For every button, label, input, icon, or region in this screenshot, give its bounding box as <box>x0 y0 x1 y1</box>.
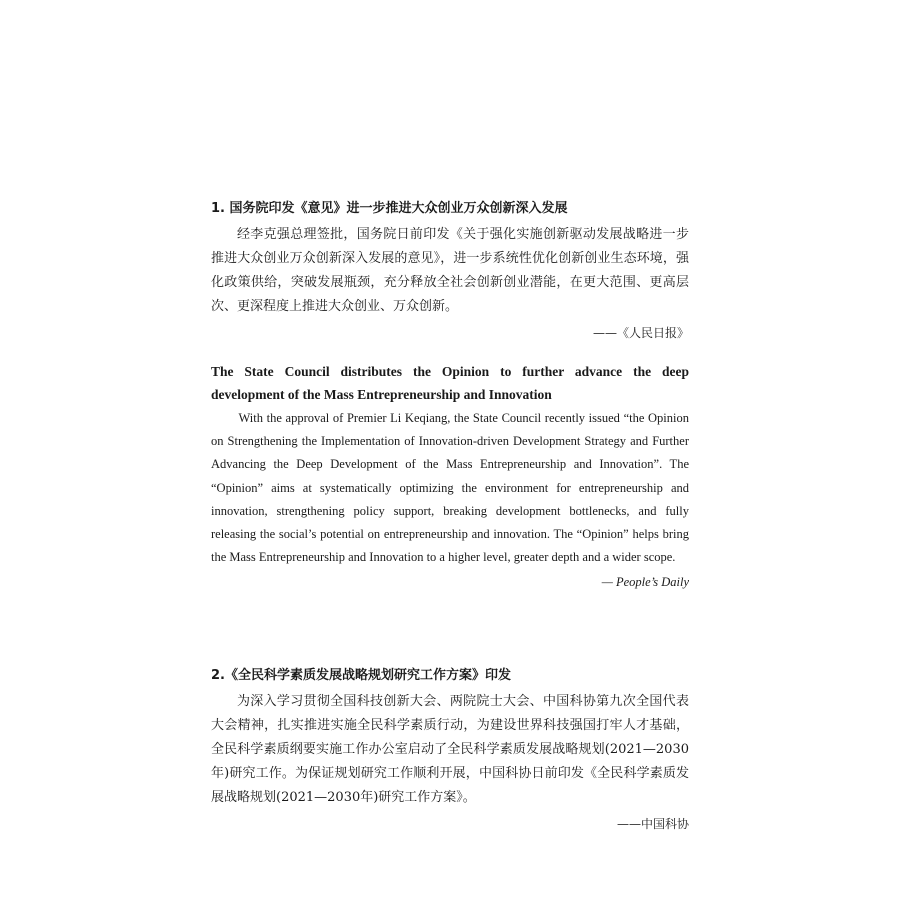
news-item-1-cn <box>211 199 689 343</box>
news-item-1-title: 1. 国务院印发《意见》进一步推进大众创业万众创新深入发展 <box>211 201 568 216</box>
news-item-2-cn <box>211 666 689 834</box>
news-item-1-en-source: — People’s Daily <box>601 575 689 590</box>
news-item-2-source: ——中国科协 <box>616 817 689 831</box>
news-item-1-en <box>211 360 689 592</box>
news-item-1-body: 经李克强总理签批，国务院日前印发《关于强化实施创新驱动发展战略进一步推进大众创业万众创新深入发展的意见》，进一步系统性优化创新创业生态环境，强化政策供给，突破发展瓶颈，充分释放全社会创新创业潜能，在更大范围、更高层次、更深程度上推进大众创业、万众创新。 <box>211 227 689 314</box>
news-item-1-source: ——《人民日报》 <box>592 326 689 340</box>
news-item-1-en-title: The State Council distributes the Opinion to further advance the deep development of the Mass Entrepreneurship and Innovation <box>211 364 689 402</box>
news-item-1-en-body: With the approval of Premier Li Keqiang, the State Council recently issued “the Opinion on Strengthening the Implementation of Innovation-driven Development Strategy and Further Advancing the Deep Development of the Mass Entrepreneurship and Innovation”. The “Opinion” aims at systematically optimizing the environment for entrepreneurship and innovation, strengthening policy support, breaking development bottlenecks, and fully releasing the social’s potential on entrepreneurship and innovation. The “Opinion” helps bring the Mass Entrepreneurship and Innovation to a higher level, greater depth and a wider scope. <box>211 411 689 565</box>
news-item-2-body: 为深入学习贯彻全国科技创新大会、两院院士大会、中国科协第九次全国代表大会精神，扎实推进实施全民科学素质行动，为建设世界科技强国打牢人才基础，全民科学素质纲要实施工作办公室启动了全民科学素质发展战略规划(2021—2030年)研究工作。为保证规划研究工作顺利开展，中国科协日前印发《全民科学素质发展战略规划(2021—2030年)研究工作方案》。 <box>211 694 689 805</box>
news-item-2-title: 2.《全民科学素质发展战略规划研究工作方案》印发 <box>211 668 511 683</box>
